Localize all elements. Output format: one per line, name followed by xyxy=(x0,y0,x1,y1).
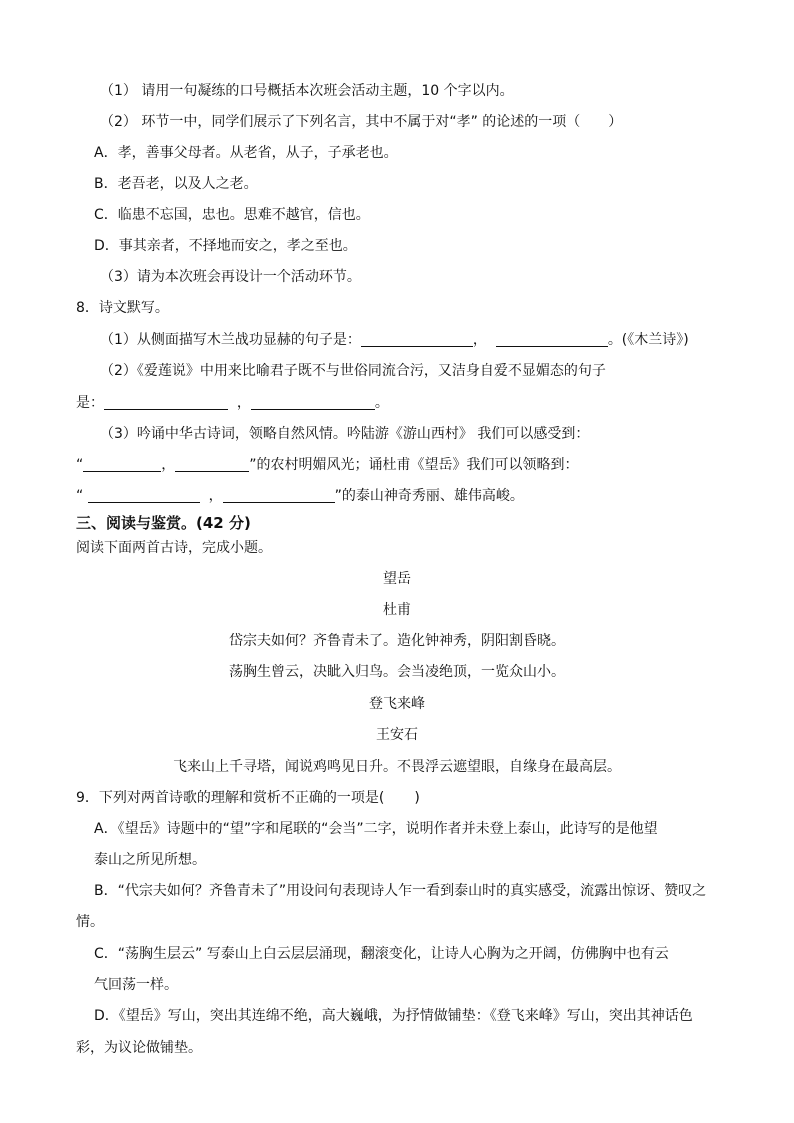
poem2-title: 登飞来峰 xyxy=(369,696,425,712)
q9-option-b-line2: 情。 xyxy=(76,914,104,930)
answer-blank[interactable] xyxy=(223,488,335,503)
answer-blank[interactable] xyxy=(88,488,200,503)
q8-sub3-line3-text: ”的泰山神奇秀丽、雄伟高峻。 xyxy=(334,488,524,504)
q8-sub3-line2 xyxy=(76,455,579,475)
q7-option-d: D．事其亲者，不择地而安之，孝之至也。 xyxy=(94,238,357,254)
poem1-title: 望岳 xyxy=(383,571,411,587)
answer-blank[interactable] xyxy=(251,395,375,410)
q9-option-d-line1: D．《望岳》写山，突出其连绵不绝，高大巍峨，为抒情做铺垫：《登飞来峰》写山，突出其神话色 xyxy=(94,1008,693,1024)
q8-sub1-separator: ， xyxy=(472,332,487,348)
q8-sub1-source: 。(《木兰诗》) xyxy=(607,332,689,348)
q9-option-c-line2: 气回荡一样。 xyxy=(94,977,178,993)
q8-sub2-line2 xyxy=(76,393,389,413)
answer-blank[interactable] xyxy=(496,332,608,347)
q7-option-c: C．临患不忘国，忠也。思难不越官，信也。 xyxy=(94,207,370,223)
q9-option-d-line2: 彩，为议论做铺垫。 xyxy=(76,1040,202,1056)
poem2-author: 王安石 xyxy=(376,727,418,743)
q9-option-b-line1: B．“代宗夫如何？齐鲁青未了”用设问句表现诗人乍一看到泰山时的真实感受，流露出惊讶、赞叹之 xyxy=(94,883,707,899)
q8-sub1-prompt: （1）从侧面描写木兰战功显赫的句子是： xyxy=(100,332,361,348)
poem2-line1: 飞来山上千寻塔，闻说鸡鸣见日升。不畏浮云遮望眼，自缘身在最高层。 xyxy=(173,759,621,775)
section-heading: 三、阅读与鉴赏。(42 分) xyxy=(76,514,251,532)
poem1-author: 杜甫 xyxy=(383,602,411,618)
q8-sub3-line1: （3）吟诵中华古诗词，领略自然风情。吟陆游《游山西村》 我们可以感受到： xyxy=(100,426,590,442)
q7-option-b: B．老吾老，以及人之老。 xyxy=(94,176,258,192)
q9-option-a-line2: 泰山之所见所想。 xyxy=(94,852,206,868)
q8-sub2-end: 。 xyxy=(374,395,389,411)
q9-stem-close: ) xyxy=(414,790,420,806)
q7-sub1: （1） 请用一句凝练的口号概括本次班会活动主题，10 个字以内。 xyxy=(100,83,514,99)
q8-title: 8．诗文默写。 xyxy=(76,300,169,316)
q7-option-a: A．孝，善事父母者。从老省，从子，子承老也。 xyxy=(94,145,398,161)
q9-option-a-line1: A．《望岳》诗题中的“望”字和尾联的“会当”二字，说明作者并未登上泰山，此诗写的是他望 xyxy=(94,821,658,837)
q8-sub1 xyxy=(100,330,689,350)
quote-mark: “ xyxy=(76,457,84,473)
q7-sub2: （2） 环节一中，同学们展示了下列名言，其中不属于对“孝” 的论述的一项（ ） xyxy=(100,114,623,130)
q8-sub3-line3 xyxy=(76,486,524,506)
q9-stem xyxy=(76,788,420,808)
answer-blank[interactable] xyxy=(83,457,161,472)
q9-stem-text: 9．下列对两首诗歌的理解和赏析不正确的一项是( xyxy=(76,790,385,806)
q8-sub3-separator: ， xyxy=(161,457,176,473)
q8-sub2-separator: ， xyxy=(236,395,251,411)
answer-blank[interactable] xyxy=(361,332,473,347)
answer-blank[interactable] xyxy=(104,395,228,410)
q8-sub2-prompt: 是： xyxy=(76,395,104,411)
q8-sub3-separator: ， xyxy=(208,488,223,504)
q8-sub2-line1: （2）《爱莲说》中用来比喻君子既不与世俗同流合污，又洁身自爱不显媚态的句子 xyxy=(100,363,606,379)
q7-sub3: （3）请为本次班会再设计一个活动环节。 xyxy=(100,269,361,285)
answer-blank[interactable] xyxy=(175,457,249,472)
quote-mark: “ xyxy=(76,488,84,504)
q9-option-c-line1: C．“荡胸生层云” 写泰山上白云层层涌现，翻滚变化，让诗人心胸为之开阔，仿佛胸中也有云 xyxy=(94,946,669,962)
poem1-line2: 荡胸生曾云，决眦入归鸟。会当凌绝顶，一览众山小。 xyxy=(229,664,565,680)
section-intro: 阅读下面两首古诗，完成小题。 xyxy=(76,540,272,556)
poem1-line1: 岱宗夫如何？齐鲁青未了。造化钟神秀，阴阳割昏晓。 xyxy=(229,633,565,649)
q8-sub3-line2-text: ”的农村明媚风光；诵杜甫《望岳》我们可以领略到： xyxy=(249,457,579,473)
